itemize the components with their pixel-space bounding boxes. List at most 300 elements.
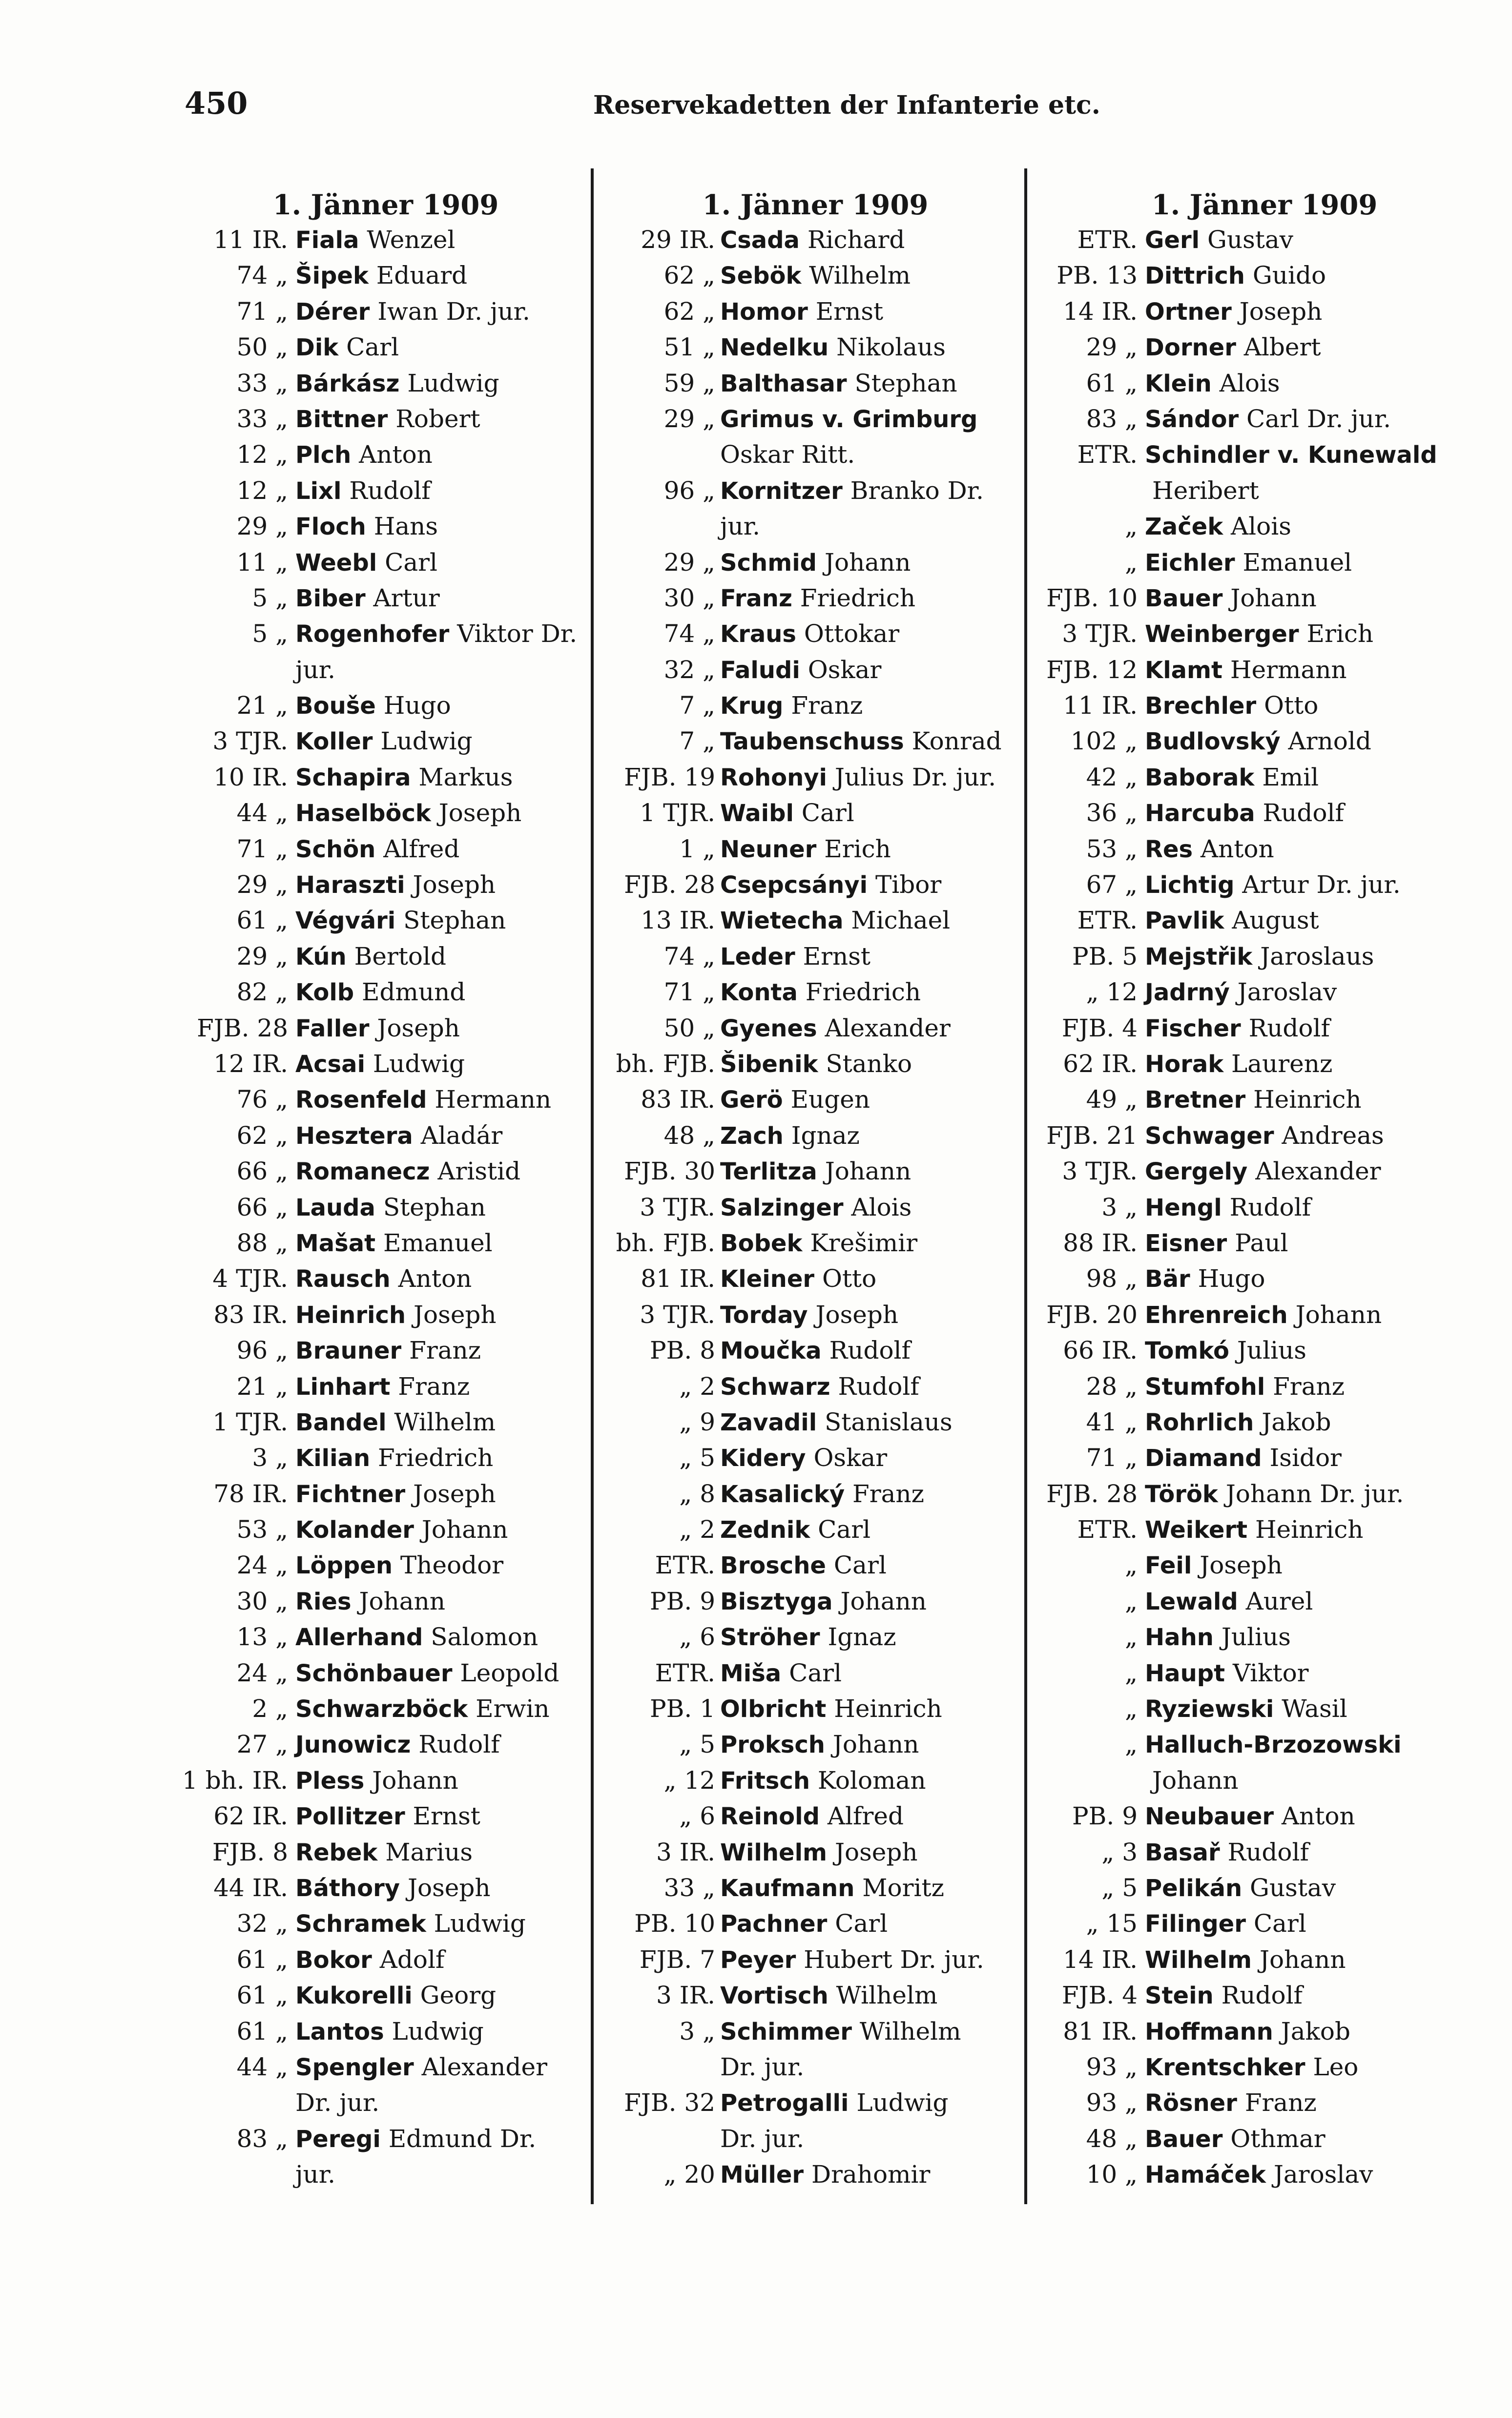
person-name — [295, 939, 446, 975]
surname: Báthory — [295, 1874, 400, 1902]
surname: Brechler — [1145, 692, 1257, 720]
given-name: Alois — [1231, 512, 1291, 541]
unit-label: 53 „ — [236, 1515, 288, 1544]
list-item — [1033, 1297, 1496, 1333]
unit-label: FJB. 30 — [624, 1157, 715, 1186]
person-name — [295, 1548, 503, 1584]
person-name — [720, 1655, 842, 1692]
given-name: Gustav — [1250, 1873, 1336, 1902]
person-name — [295, 1297, 497, 1333]
given-name: Krešimir — [810, 1228, 918, 1257]
surname: Ehrenreich — [1145, 1301, 1288, 1329]
unit-label: „ 3 — [1101, 1838, 1138, 1866]
unit-label: 3 „ — [252, 1444, 288, 1472]
list-item — [176, 723, 596, 759]
given-name: Eduard — [376, 261, 468, 290]
list-item — [176, 401, 596, 437]
person-name — [295, 688, 451, 724]
given-name: Rudolf — [1229, 1193, 1311, 1221]
surname: Balthasar — [720, 370, 847, 397]
list-item — [601, 616, 1030, 652]
unit-label: 24 „ — [236, 1658, 288, 1687]
surname: Schwarz — [720, 1373, 830, 1401]
surname: Mašat — [295, 1229, 376, 1257]
person-name — [295, 2121, 536, 2157]
given-name: Jaroslav — [1273, 2160, 1373, 2189]
surname: Pavlik — [1145, 907, 1224, 935]
person-name — [1145, 1190, 1311, 1226]
given-name: Oskar — [808, 655, 882, 684]
unit-label: ETR. — [1077, 1515, 1138, 1544]
list-item — [176, 1369, 596, 1405]
list-item — [601, 294, 1030, 330]
list-item — [1033, 1011, 1496, 1046]
given-name: Wilhelm — [836, 1981, 938, 2010]
given-name: Markus — [418, 763, 513, 791]
surname: Kaufmann — [720, 1874, 855, 1902]
surname: Hamáček — [1145, 2161, 1266, 2189]
given-name: Alfred — [383, 834, 460, 863]
surname: Krentschker — [1145, 2053, 1305, 2081]
unit-label: PB. 9 — [650, 1587, 715, 1615]
column-heading: 1. Jänner 1909 — [702, 189, 929, 221]
person-name — [720, 1906, 888, 1942]
person-name — [1145, 330, 1321, 366]
given-name: Alfred — [827, 1802, 904, 1831]
unit-label: 61 „ — [236, 1945, 288, 1974]
surname: Feil — [1145, 1552, 1192, 1580]
given-name: Franz — [398, 1372, 470, 1401]
given-name: Dr. jur. — [720, 2052, 805, 2081]
surname: Lauda — [295, 1194, 375, 1221]
list-item — [176, 1011, 596, 1046]
person-name — [1145, 1655, 1309, 1692]
person-name — [1145, 2049, 1358, 2086]
given-name: Adolf — [379, 1945, 445, 1974]
surname: Kolb — [295, 979, 354, 1007]
person-name — [1145, 1369, 1345, 1405]
person-name — [1145, 688, 1318, 724]
list-item — [601, 831, 1030, 867]
given-name: Ludwig — [392, 2017, 484, 2046]
given-name: Konrad — [911, 727, 1002, 756]
surname: Petrogalli — [720, 2089, 849, 2117]
surname: Schmid — [720, 549, 817, 577]
surname: Pachner — [720, 1910, 828, 1938]
given-name: Joseph — [438, 799, 522, 827]
person-name — [1145, 1476, 1404, 1512]
list-item — [601, 330, 1030, 365]
person-name — [720, 222, 905, 258]
list-item — [176, 580, 596, 616]
person-name — [720, 437, 855, 473]
unit-label: FJB. 28 — [1046, 1479, 1138, 1508]
list-item — [1033, 1440, 1496, 1476]
unit-label: 3 TJR. — [212, 727, 288, 756]
surname: Schramek — [295, 1910, 426, 1938]
given-name: Rudolf — [1221, 1981, 1303, 2010]
surname: Wietecha — [720, 907, 844, 935]
person-name — [1145, 1011, 1330, 1047]
person-name — [720, 760, 996, 796]
unit-label: 30 „ — [236, 1587, 288, 1615]
list-item — [1033, 1154, 1496, 1189]
unit-label: „ 8 — [679, 1479, 715, 1508]
person-name — [295, 437, 433, 473]
surname: Kilian — [295, 1445, 371, 1472]
given-name: Franz — [852, 1479, 924, 1508]
surname: Lixl — [295, 477, 342, 505]
unit-label: FJB. 12 — [1046, 655, 1138, 684]
given-name: Joseph — [815, 1300, 899, 1329]
unit-label: 96 „ — [663, 476, 715, 505]
given-name: Anton — [1201, 834, 1274, 863]
person-name — [720, 330, 946, 366]
entry-list — [1033, 222, 1496, 2192]
list-item — [176, 222, 596, 258]
given-name: Salomon — [431, 1623, 539, 1652]
surname: Brauner — [295, 1337, 402, 1365]
list-item — [176, 258, 596, 293]
unit-label: „ 2 — [679, 1372, 715, 1401]
unit-label: 24 „ — [236, 1551, 288, 1580]
unit-label: 33 „ — [236, 369, 288, 397]
unit-label: 78 IR. — [213, 1479, 288, 1508]
given-name: Arnold — [1288, 727, 1371, 756]
person-name — [295, 1691, 550, 1727]
surname: Dorner — [1145, 334, 1236, 362]
given-name: Joseph — [413, 870, 496, 899]
given-name: Jaroslav — [1237, 978, 1337, 1007]
list-item — [1033, 1763, 1496, 1798]
person-name — [295, 294, 530, 330]
unit-label: „ 12 — [1086, 978, 1138, 1007]
unit-label: FJB. 4 — [1061, 1013, 1138, 1042]
person-name — [295, 401, 480, 437]
unit-label: 82 „ — [236, 978, 288, 1007]
list-item — [601, 867, 1030, 903]
list-item — [601, 1333, 1030, 1368]
unit-label: 98 „ — [1086, 1264, 1138, 1293]
list-item — [176, 1798, 596, 1834]
unit-label: 71 „ — [236, 834, 288, 863]
unit-label: „ 6 — [679, 1802, 715, 1831]
person-name — [295, 2049, 547, 2086]
person-name — [295, 723, 473, 760]
person-name — [295, 1082, 551, 1118]
unit-label: 62 „ — [236, 1121, 288, 1150]
list-item — [1033, 616, 1496, 652]
list-item — [601, 545, 1030, 580]
person-name — [1145, 1154, 1381, 1190]
list-item — [176, 688, 596, 723]
given-name: Emanuel — [383, 1228, 493, 1257]
person-name — [720, 2121, 804, 2157]
unit-label: PB. 5 — [1072, 942, 1138, 971]
surname: Kún — [295, 943, 347, 971]
list-item — [176, 1619, 596, 1655]
given-name: Joseph — [1239, 297, 1323, 326]
unit-label: „ — [1125, 1730, 1138, 1759]
person-name — [720, 473, 984, 509]
unit-label: 5 „ — [252, 620, 288, 648]
given-name: Otto — [1264, 691, 1319, 720]
person-name — [1145, 2014, 1350, 2050]
unit-label: 29 „ — [663, 548, 715, 577]
list-item — [1033, 1046, 1496, 1082]
given-name: jur. — [720, 512, 761, 541]
unit-label: 83 „ — [1086, 404, 1138, 433]
surname: Rosenfeld — [295, 1086, 427, 1114]
surname: Linhart — [295, 1373, 391, 1401]
surname: Bandel — [295, 1408, 387, 1436]
list-item — [1033, 1870, 1496, 1906]
person-name — [1152, 1763, 1239, 1799]
person-name — [295, 366, 499, 402]
unit-label: 93 „ — [1086, 2088, 1138, 2117]
column-heading: 1. Jänner 1909 — [1151, 189, 1378, 221]
surname: Rohrlich — [1145, 1408, 1254, 1436]
person-name — [295, 1835, 473, 1871]
column-3 — [1033, 188, 1496, 2192]
list-item — [601, 1190, 1030, 1225]
list-item — [601, 2014, 1030, 2049]
surname: Kukorelli — [295, 1982, 413, 2010]
surname: Floch — [295, 513, 366, 541]
unit-label: 3 TJR. — [640, 1193, 715, 1221]
surname: Gerl — [1145, 227, 1200, 254]
list-item — [601, 1440, 1030, 1476]
unit-label: 5 „ — [252, 583, 288, 612]
person-name — [1145, 760, 1319, 796]
surname: Zednik — [720, 1516, 810, 1544]
unit-label: 3 „ — [679, 2017, 715, 2046]
unit-label: 12 IR. — [213, 1049, 288, 1078]
list-item — [601, 760, 1030, 795]
given-name: Joseph — [413, 1479, 496, 1508]
person-name — [295, 258, 467, 294]
unit-label: 59 „ — [663, 369, 715, 397]
surname: Moučka — [720, 1337, 822, 1365]
given-name: Julius Dr. jur. — [834, 763, 996, 791]
list-item — [601, 1512, 1030, 1548]
list-item — [1033, 1476, 1496, 1512]
unit-label: PB. 1 — [650, 1695, 715, 1723]
given-name: Alois — [1219, 369, 1280, 397]
surname: Fichtner — [295, 1480, 406, 1508]
given-name: Koloman — [817, 1766, 926, 1795]
unit-label: „ 15 — [1086, 1909, 1138, 1938]
unit-label: 3 IR. — [656, 1838, 715, 1866]
page-header — [0, 85, 1512, 129]
unit-label: FJB. 28 — [624, 870, 715, 899]
unit-label: 41 „ — [1086, 1407, 1138, 1436]
person-name — [295, 473, 431, 509]
surname: Kolander — [295, 1516, 414, 1544]
unit-label: 71 „ — [1086, 1444, 1138, 1472]
list-item — [176, 1727, 596, 1762]
unit-label: „ — [1125, 1587, 1138, 1615]
person-name — [295, 580, 440, 617]
person-name — [295, 652, 335, 688]
list-item — [601, 974, 1030, 1010]
surname: Začek — [1145, 513, 1223, 541]
unit-label: 36 „ — [1086, 799, 1138, 827]
given-name: Carl — [789, 1658, 842, 1687]
unit-label: 11 IR. — [1063, 691, 1138, 720]
person-name — [1145, 974, 1337, 1011]
given-name: Ottokar — [804, 620, 900, 648]
unit-label: 66 IR. — [1063, 1336, 1138, 1365]
given-name: Anton — [1281, 1802, 1355, 1831]
given-name: Johann — [372, 1766, 458, 1795]
unit-label: 61 „ — [1086, 369, 1138, 397]
person-name — [295, 2157, 335, 2193]
given-name: Friedrich — [805, 978, 921, 1007]
surname: Faller — [295, 1014, 370, 1042]
given-name: Stephan — [383, 1193, 486, 1221]
person-name — [720, 545, 911, 581]
person-name — [295, 1870, 491, 1906]
list-item — [176, 831, 596, 867]
unit-label: „ 20 — [663, 2160, 715, 2189]
person-name — [1145, 723, 1371, 760]
person-name — [295, 1942, 444, 1978]
given-name: Stanko — [826, 1049, 912, 1078]
surname: Pollitzer — [295, 1803, 405, 1831]
unit-label: 4 TJR. — [212, 1264, 288, 1293]
given-name: Heribert — [1152, 476, 1259, 505]
surname: Fischer — [1145, 1014, 1241, 1042]
list-item — [176, 509, 596, 544]
surname: Gergely — [1145, 1158, 1248, 1186]
given-name: Carl — [833, 1551, 887, 1580]
person-name — [1145, 831, 1274, 868]
list-item — [1033, 294, 1496, 330]
list-item — [1033, 1978, 1496, 2013]
surname: Bauer — [1145, 2125, 1223, 2153]
unit-label: 76 „ — [236, 1085, 288, 1114]
unit-label: 13 IR. — [641, 906, 715, 935]
given-name: Stephan — [403, 906, 506, 935]
list-item — [601, 1261, 1030, 1297]
list-item — [1033, 473, 1496, 509]
list-item — [601, 1011, 1030, 1046]
list-item — [1033, 258, 1496, 293]
person-name — [295, 1118, 502, 1154]
given-name: Franz — [791, 691, 863, 720]
given-name: Ludwig — [380, 727, 473, 756]
given-name: Alexander — [1255, 1157, 1381, 1186]
given-name: Georg — [420, 1981, 497, 2010]
list-item — [176, 545, 596, 580]
given-name: Stanislaus — [825, 1407, 953, 1436]
unit-label: „ 5 — [679, 1730, 715, 1759]
given-name: Isidor — [1269, 1444, 1342, 1472]
surname: Schön — [295, 835, 376, 863]
list-item — [601, 1082, 1030, 1117]
surname: Olbricht — [720, 1695, 827, 1723]
unit-label: 1 „ — [679, 834, 715, 863]
given-name: Hugo — [383, 691, 451, 720]
person-name — [295, 903, 506, 939]
list-item — [176, 2085, 596, 2121]
given-name: Ernst — [803, 942, 870, 971]
given-name: Franz — [1244, 2088, 1317, 2117]
person-name — [720, 652, 881, 688]
list-item — [601, 1798, 1030, 1834]
list-item — [1033, 1261, 1496, 1297]
unit-label: 3 TJR. — [1062, 620, 1138, 648]
given-name: Aladár — [420, 1121, 503, 1150]
person-name — [720, 1046, 912, 1082]
list-item — [1033, 366, 1496, 401]
person-name — [295, 330, 399, 366]
person-name — [1145, 1082, 1362, 1118]
list-item — [1033, 1655, 1496, 1691]
list-item — [176, 1548, 596, 1583]
surname: Haselböck — [295, 800, 431, 827]
given-name: Heinrich — [834, 1695, 942, 1723]
person-name — [720, 1978, 937, 2014]
list-item — [176, 437, 596, 473]
unit-label: ETR. — [1077, 226, 1138, 254]
surname: Homor — [720, 298, 808, 326]
given-name: Joseph — [1200, 1551, 1283, 1580]
unit-label: 61 „ — [236, 1981, 288, 2010]
unit-label: 1 TJR. — [212, 1407, 288, 1436]
unit-label: „ — [1125, 512, 1138, 541]
given-name: Hermann — [435, 1085, 552, 1114]
surname: Tomkó — [1145, 1337, 1229, 1365]
unit-label: 11 „ — [236, 548, 288, 577]
given-name: Wenzel — [367, 226, 456, 254]
person-name — [1145, 652, 1347, 688]
unit-label: 44 IR. — [213, 1873, 288, 1902]
person-name — [295, 1906, 526, 1942]
list-item — [1033, 2121, 1496, 2157]
person-name — [295, 1978, 496, 2014]
surname: Rogenhofer — [295, 620, 450, 648]
person-name — [1145, 1118, 1384, 1154]
person-name — [1145, 1906, 1306, 1942]
list-item — [176, 1154, 596, 1189]
given-name: Drahomir — [811, 2160, 931, 2189]
unit-label: 62 „ — [663, 261, 715, 290]
unit-label: 62 „ — [663, 297, 715, 326]
list-item — [1033, 1548, 1496, 1583]
unit-label: 62 IR. — [213, 1802, 288, 1831]
given-name: Aurel — [1245, 1587, 1313, 1615]
unit-label: 30 „ — [663, 583, 715, 612]
person-name — [295, 760, 513, 796]
list-item — [601, 1763, 1030, 1798]
given-name: jur. — [295, 2160, 336, 2189]
unit-label: 3 TJR. — [1062, 1157, 1138, 1186]
given-name: Emanuel — [1243, 548, 1352, 577]
surname: Schwager — [1145, 1122, 1274, 1150]
list-item — [1033, 1512, 1496, 1548]
surname: Romanecz — [295, 1158, 430, 1186]
surname: Stein — [1145, 1982, 1214, 2010]
given-name: Joseph — [407, 1873, 491, 1902]
given-name: Alexander — [421, 2052, 548, 2081]
unit-label: 3 TJR. — [640, 1300, 715, 1329]
list-item — [601, 1548, 1030, 1583]
surname: Halluch-Brzozowski — [1145, 1731, 1402, 1759]
unit-label: 71 „ — [663, 978, 715, 1007]
unit-label: 10 „ — [1086, 2160, 1138, 2189]
